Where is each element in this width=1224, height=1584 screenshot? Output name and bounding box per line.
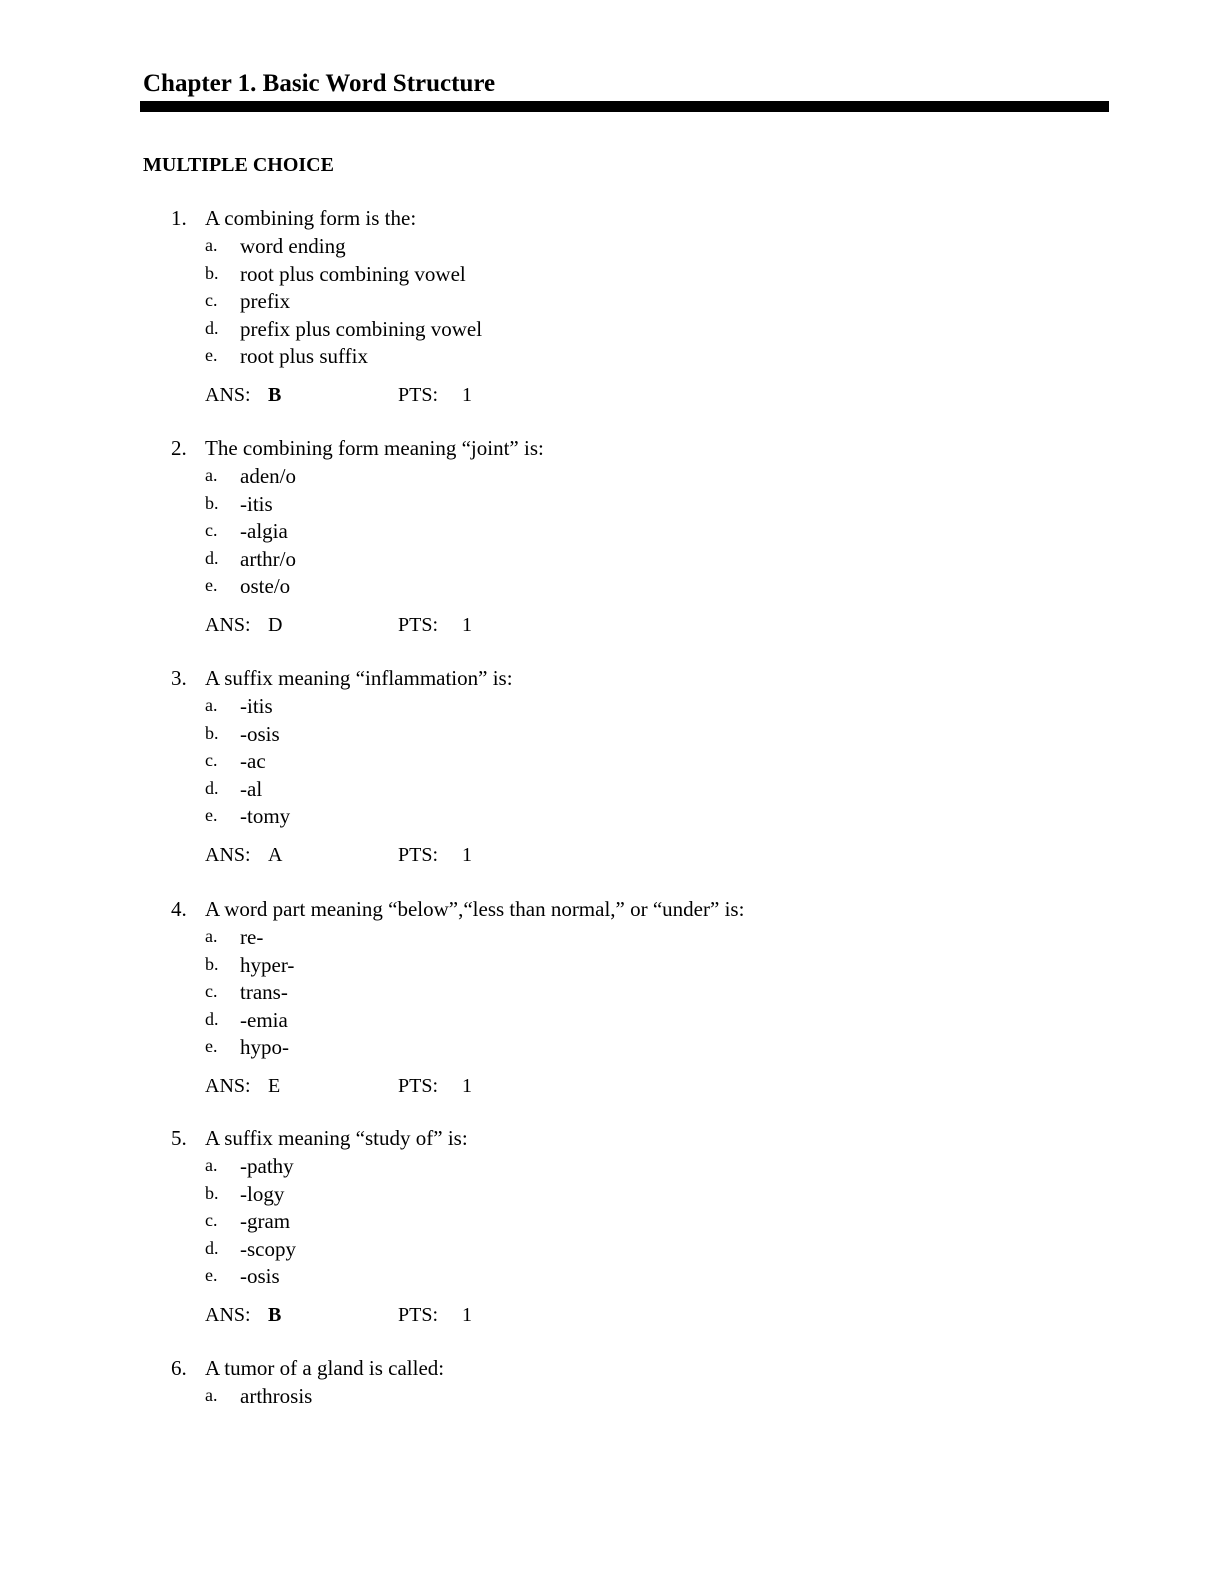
option-text: prefix plus combining vowel	[240, 316, 483, 341]
option-text: -algia	[240, 519, 288, 543]
answer-line	[0, 384, 1224, 412]
option-d	[0, 547, 1224, 575]
option-text: arthrosis	[240, 1384, 313, 1408]
option-text: trans-	[240, 980, 288, 1004]
points-value: 1	[462, 843, 472, 866]
option-text: root plus combining vowel	[240, 261, 466, 286]
option-c	[0, 519, 1224, 547]
answer-value: A	[268, 843, 283, 866]
points-label: PTS:	[398, 843, 439, 866]
option-text: -itis	[240, 491, 273, 516]
option-text: -emia	[240, 1007, 288, 1032]
chapter-title: Chapter 1. Basic Word Structure	[143, 70, 496, 97]
option-e	[0, 1264, 1224, 1292]
option-letter: e.	[205, 1036, 218, 1056]
option-c	[0, 289, 1224, 317]
option-text: -itis	[240, 694, 273, 718]
option-b	[0, 262, 1224, 290]
option-letter: e.	[205, 1265, 218, 1285]
answer-value: E	[268, 1074, 281, 1097]
option-a	[0, 464, 1224, 492]
question-text: A tumor of a gland is called:	[205, 1356, 445, 1380]
option-text: hypo-	[240, 1035, 289, 1059]
title-rule	[140, 101, 1109, 112]
option-letter: e.	[205, 345, 218, 365]
option-b	[0, 953, 1224, 981]
question-6	[0, 1356, 1224, 1412]
option-text: prefix	[240, 289, 291, 313]
points-value: 1	[462, 383, 472, 406]
option-text: hyper-	[240, 952, 295, 977]
option-text: -tomy	[240, 804, 291, 828]
option-letter: c.	[205, 750, 218, 770]
question-number: 4.	[171, 897, 187, 921]
option-e	[0, 574, 1224, 602]
question-text: A suffix meaning “study of” is:	[205, 1126, 468, 1150]
question-number: 3.	[171, 666, 187, 690]
question-text: The combining form meaning “joint” is:	[205, 436, 544, 460]
option-c	[0, 1209, 1224, 1237]
answer-line	[0, 1304, 1224, 1332]
option-letter: a.	[205, 926, 218, 946]
option-letter: d.	[205, 547, 219, 568]
option-e	[0, 344, 1224, 372]
answer-line	[0, 844, 1224, 872]
question-2	[0, 436, 1224, 642]
question-3	[0, 666, 1224, 872]
points-value: 1	[462, 1303, 472, 1326]
option-a	[0, 234, 1224, 262]
option-letter: b.	[205, 492, 219, 513]
option-d	[0, 777, 1224, 805]
answer-label: ANS:	[205, 843, 251, 866]
answer-value: D	[268, 613, 283, 636]
question-4	[0, 897, 1224, 1103]
option-letter: b.	[205, 1182, 219, 1203]
option-text: -pathy	[240, 1154, 294, 1178]
option-letter: c.	[205, 290, 218, 310]
question-1	[0, 206, 1224, 412]
answer-value: B	[268, 383, 282, 406]
option-a	[0, 925, 1224, 953]
question-text: A word part meaning “below”,“less than normal,” or “under” is:	[205, 897, 745, 921]
option-letter: a.	[205, 235, 218, 255]
option-a	[0, 694, 1224, 722]
question-number: 1.	[171, 206, 187, 230]
option-text: -scopy	[240, 1236, 296, 1261]
option-letter: c.	[205, 981, 218, 1001]
option-a	[0, 1384, 1224, 1412]
answer-label: ANS:	[205, 1303, 251, 1326]
option-text: -al	[240, 776, 263, 801]
option-text: arthr/o	[240, 546, 296, 571]
option-d	[0, 1008, 1224, 1036]
points-value: 1	[462, 613, 472, 636]
section-heading: MULTIPLE CHOICE	[143, 154, 334, 176]
option-c	[0, 980, 1224, 1008]
option-letter: a.	[205, 1155, 218, 1175]
points-label: PTS:	[398, 1303, 439, 1326]
answer-value: B	[268, 1303, 282, 1326]
option-letter: d.	[205, 317, 219, 338]
option-b	[0, 1182, 1224, 1210]
option-b	[0, 492, 1224, 520]
question-number: 5.	[171, 1126, 187, 1150]
option-letter: d.	[205, 777, 219, 798]
points-label: PTS:	[398, 383, 439, 406]
points-value: 1	[462, 1074, 472, 1097]
option-letter: a.	[205, 695, 218, 715]
option-d	[0, 1237, 1224, 1265]
option-d	[0, 317, 1224, 345]
option-b	[0, 722, 1224, 750]
answer-label: ANS:	[205, 1074, 251, 1097]
option-text: re-	[240, 925, 264, 949]
question-text: A combining form is the:	[205, 206, 417, 230]
option-letter: a.	[205, 1385, 218, 1405]
option-text: word ending	[240, 234, 346, 258]
option-letter: b.	[205, 722, 219, 743]
option-letter: e.	[205, 575, 218, 595]
option-letter: a.	[205, 465, 218, 485]
option-letter: c.	[205, 1210, 218, 1230]
question-5	[0, 1126, 1224, 1332]
option-text: aden/o	[240, 464, 296, 488]
answer-label: ANS:	[205, 383, 251, 406]
option-letter: c.	[205, 520, 218, 540]
points-label: PTS:	[398, 613, 439, 636]
answer-line	[0, 1075, 1224, 1103]
option-text: oste/o	[240, 574, 291, 598]
option-letter: d.	[205, 1237, 219, 1258]
option-letter: d.	[205, 1008, 219, 1029]
option-text: -gram	[240, 1209, 291, 1233]
option-letter: b.	[205, 262, 219, 283]
option-letter: e.	[205, 805, 218, 825]
option-letter: b.	[205, 953, 219, 974]
option-text: root plus suffix	[240, 344, 368, 368]
answer-label: ANS:	[205, 613, 251, 636]
option-text: -osis	[240, 1264, 280, 1288]
question-number: 6.	[171, 1356, 187, 1380]
option-e	[0, 1035, 1224, 1063]
option-e	[0, 804, 1224, 832]
question-number: 2.	[171, 436, 187, 460]
option-text: -osis	[240, 721, 280, 746]
option-a	[0, 1154, 1224, 1182]
option-text: -ac	[240, 749, 266, 773]
question-text: A suffix meaning “inflammation” is:	[205, 666, 513, 690]
answer-line	[0, 614, 1224, 642]
points-label: PTS:	[398, 1074, 439, 1097]
option-c	[0, 749, 1224, 777]
option-text: -logy	[240, 1181, 285, 1206]
